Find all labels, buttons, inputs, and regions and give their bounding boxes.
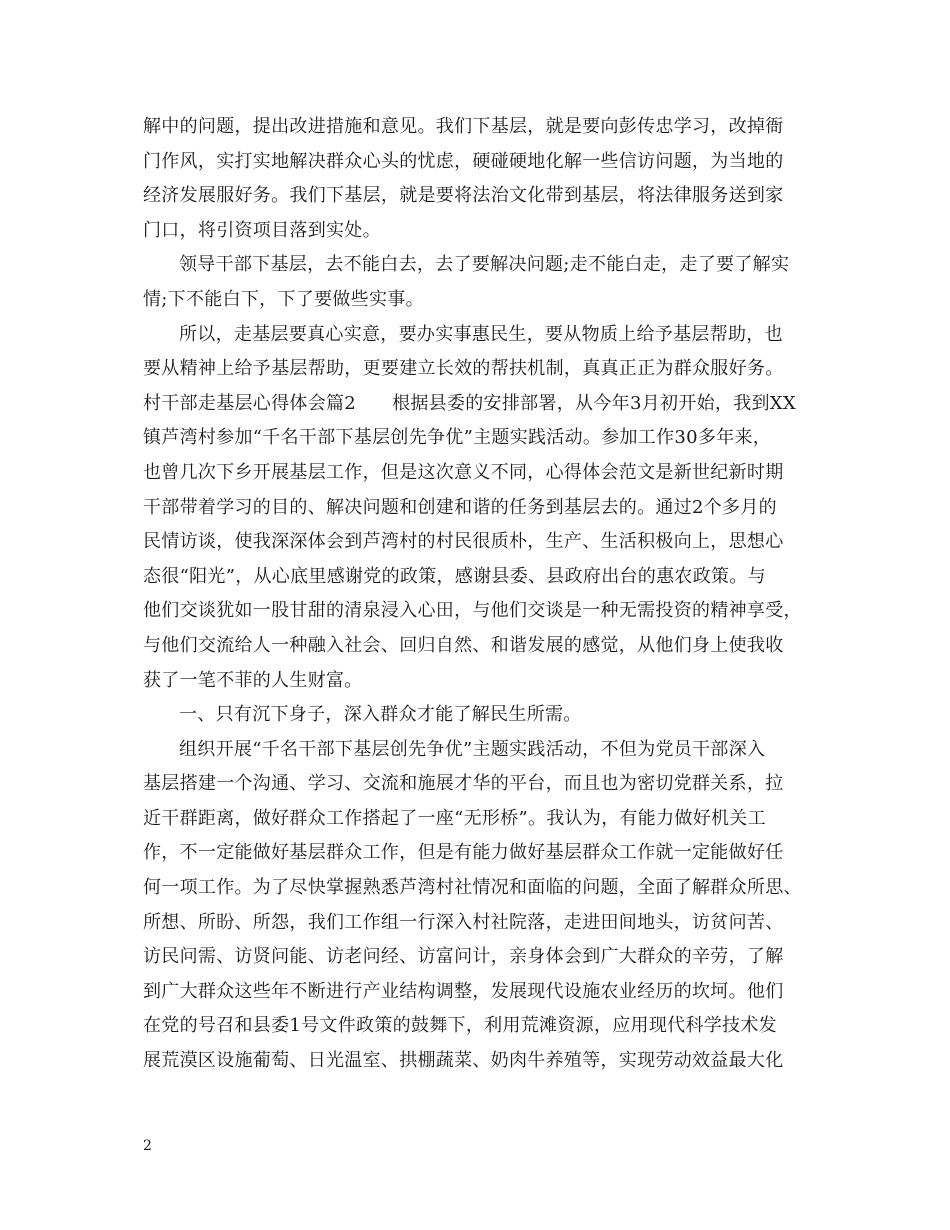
text-line: 到广大群众这些年不断进行产业结构调整，发展现代设施农业经历的坎坷。他们 [143, 980, 784, 1002]
text-line: 门口，将引资项目落到实处。 [143, 219, 381, 241]
text-line: 门作风，实打实地解决群众心头的忧虑，硬碰硬地化解一些信访问题，为当地的 [143, 150, 784, 172]
text-line: 在党的号召和县委1号文件政策的鼓舞下，利用荒滩资源，应用现代科学技术发 [143, 1015, 777, 1037]
text-line: 与他们交流给人一种融入社会、回归自然、和谐发展的感觉，从他们身上使我收 [143, 634, 784, 656]
text-line: 展荒漠区设施葡萄、日光温室、拱棚蔬菜、奶肉牛养殖等，实现劳动效益最大化 [143, 1050, 784, 1072]
text-line: 何一项工作。为了尽快掌握熟悉芦湾村社情况和面临的问题，全面了解群众所思、 [143, 877, 802, 899]
text-line: 领导干部下基层，去不能白去，去了要解决问题;走不能白走，走了要了解实 [179, 254, 790, 276]
text-line: 获了一笔不菲的人生财富。 [143, 669, 363, 691]
section-heading: 村干部走基层心得体会篇2 [143, 392, 357, 414]
text-line: 态很“阳光”，从心底里感谢党的政策，感谢县委、县政府出台的惠农政策。与 [143, 565, 766, 587]
text-line: 也曾几次下乡开展基层工作，但是这次意义不同，心得体会范文是新世纪新时期 [143, 461, 784, 483]
section-heading-line [143, 387, 815, 422]
text-line: 所以，走基层要真心实意，要办实事惠民生，要从物质上给予基层帮助，也 [179, 323, 783, 345]
text-line: 民情访谈，使我深深体会到芦湾村的村民很质朴，生产、生活积极向上，思想心 [143, 531, 784, 553]
text-line: 近干群距离，做好群众工作搭起了一座“无形桥”。我认为，有能力做好机关工 [143, 807, 766, 829]
text-line: 情;下不能白下，下了要做些实事。 [143, 288, 424, 310]
text-line: 他们交谈犹如一股甘甜的清泉浸入心田，与他们交谈是一种无需投资的精神享受， [143, 600, 802, 622]
body-text [143, 110, 815, 1079]
text-line: 解中的问题，提出改进措施和意见。我们下基层，就是要向彭传忠学习，改掉衙 [143, 116, 784, 137]
page-number: 2 [143, 1138, 152, 1154]
text-line: 组织开展“千名干部下基层创先争优”主题实践活动，不但为党员干部深入 [179, 738, 766, 760]
text-line: 经济发展服好务。我们下基层，就是要将法治文化带到基层，将法律服务送到家 [143, 185, 784, 207]
subheading-line: 一、只有沉下身子，深入群众才能了解民生所需。 [179, 704, 582, 726]
text-line: 根据县委的安排部署，从今年3月初开始，我到XX [392, 392, 797, 414]
text-line: 基层搭建一个沟通、学习、交流和施展才华的平台，而且也为密切党群关系，拉 [143, 773, 784, 795]
text-line: 作，不一定能做好基层群众工作，但是有能力做好基层群众工作就一定能做好任 [143, 842, 784, 864]
text-line: 干部带着学习的目的、解决问题和创建和谐的任务到基层去的。通过2个多月的 [143, 496, 777, 518]
text-line: 要从精神上给予基层帮助，更要建立长效的帮扶机制，真真正正为群众服好务。 [143, 358, 784, 380]
text-line: 镇芦湾村参加“千名干部下基层创先争优”主题实践活动。参加工作30多年来， [143, 427, 772, 449]
text-line: 访民问需、访贤问能、访老问经、访富问计，亲身体会到广大群众的辛劳，了解 [143, 946, 784, 968]
text-line: 所想、所盼、所怨，我们工作组一行深入村社院落，走进田间地头，访贫问苦、 [143, 911, 784, 933]
